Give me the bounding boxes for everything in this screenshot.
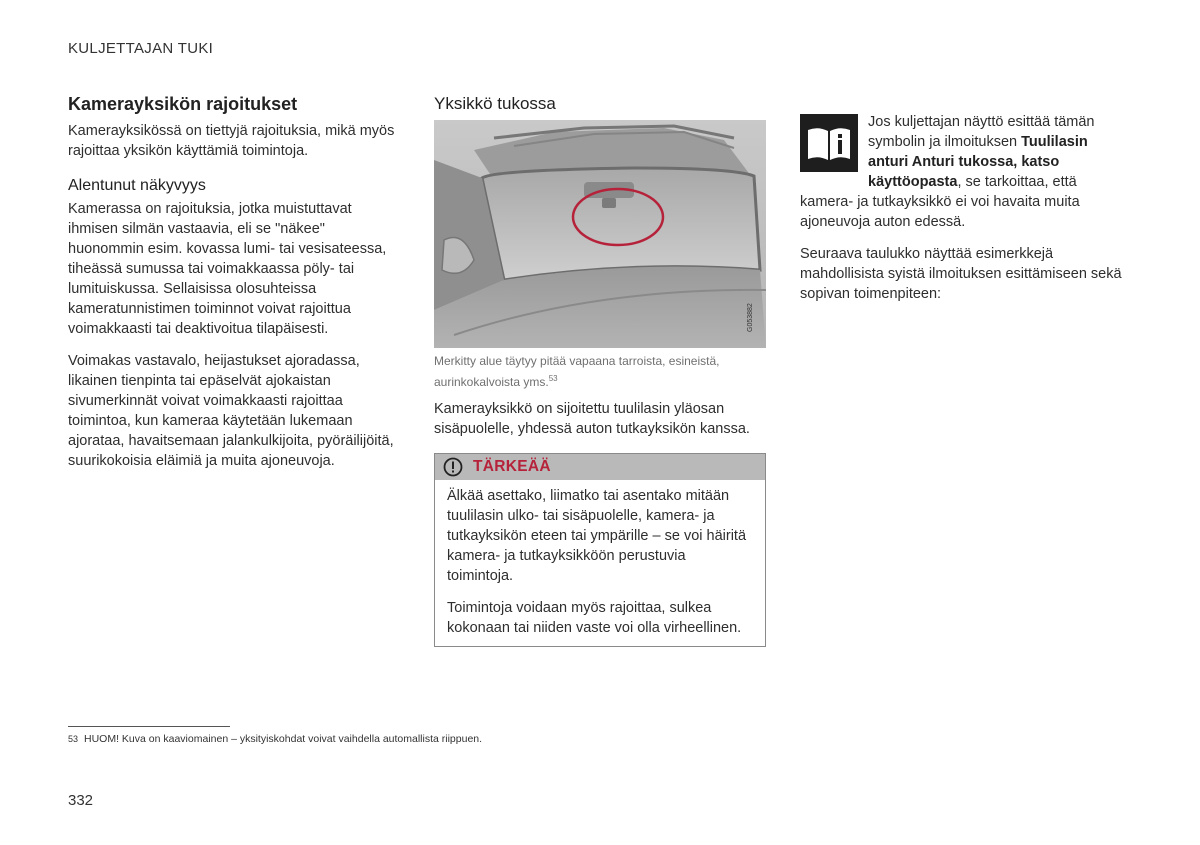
page-number: 332 <box>68 792 94 809</box>
footnote-ref: 53 <box>548 374 558 383</box>
figure-code: G053882 <box>747 303 754 332</box>
visibility-paragraph-1: Kamerassa on rajoituksia, jotka muistuttavat ihmisen silmän vastaavia, eli se "näkee" huonommin esim. kovassa lumi- tai vesisateessa, tiheässä sumussa tai voimakkaassa pöly- tai lumituiskussa. Sellaisissa olosuhteissa kameratunnistimen toiminnot voivat rajoittua voimakkaasti tai deaktivoitua tilapäisesti. <box>68 201 387 337</box>
footnote <box>68 733 482 745</box>
column-2 <box>434 94 766 647</box>
section-header: KULJETTAJAN TUKI <box>68 40 214 57</box>
important-notice-header <box>435 454 765 480</box>
windscreen-illustration <box>434 120 766 348</box>
important-notice-box <box>434 453 766 647</box>
subsection-title-blocked: Yksikkö tukossa <box>434 94 556 113</box>
important-notice-paragraph-2: Toimintoja voidaan myös rajoittaa, sulkea kokonaan tai niiden vaste voi olla virheellinen. <box>447 600 742 636</box>
camera-location-paragraph: Kamerayksikkö on sijoitettu tuulilasin yläosan sisäpuolelle, yhdessä auton tutkayksikön kanssa. <box>434 401 750 437</box>
owners-manual-info-icon <box>800 114 858 172</box>
car-windscreen-drawing <box>434 120 766 348</box>
important-notice-body <box>435 480 765 646</box>
visibility-paragraph-2: Voimakas vastavalo, heijastukset ajoradassa, likainen tienpinta tai epäselvät ajokaistan sivumerkinnät voivat voimakkaasti rajoittaa toimintoa, kun kameraa käytetään lukemaan ajorataa, havaitsemaan jalankulkijoita, pyöräilijöitä, suurikokoisia eläimiä ja muita ajoneuvoja. <box>68 353 394 469</box>
column-1 <box>68 94 398 471</box>
figure-caption: Merkitty alue täytyy pitää vapaana tarroista, esineistä, aurinkokalvoista yms.$^{53}$ <box>434 354 720 389</box>
section-title: Kamerayksikön rajoitukset <box>68 94 298 114</box>
important-notice-title: TÄRKEÄÄ <box>473 458 551 475</box>
info-symbol-paragraph: Jos kuljettajan näyttö esittää tämän symbolin ja ilmoituksen Tuulilasin anturi Anturi tukossa, katso käyttöopasta, se tarkoittaa, että kamera- ja tutkayksikkö ei voi havaita muita ajoneuvoja auton edessä. <box>800 114 1095 230</box>
subsection-title: Alentunut näkyvyys <box>68 177 206 194</box>
exclamation-circle-icon <box>443 457 463 477</box>
footnote-text: HUOM! Kuva on kaaviomainen – yksityiskohdat voivat vaihdella automallista riippuen. <box>84 733 483 745</box>
table-intro-paragraph: Seuraava taulukko näyttää esimerkkejä mahdollisista syistä ilmoituksen esittämiseen sekä sopivan toimenpiteen: <box>800 246 1122 302</box>
column-3 <box>800 112 1130 304</box>
important-notice-paragraph-1: Älkää asettako, liimatko tai asentako mitään tuulilasin ulko- tai sisäpuolelle, kamera- ja tutkayksikön eteen tai ympärille – se voi häiritä kamera- ja tutkayksikköön perustuvia toimintoja. <box>447 488 747 584</box>
intro-paragraph: Kamerayksikössä on tiettyjä rajoituksia, mikä myös rajoittaa yksikön käyttämiä toimintoja. <box>68 123 395 159</box>
footnote-number: 53 <box>68 734 79 744</box>
footnote-divider <box>68 726 230 727</box>
driver-display-message: Tuulilasin anturi Anturi tukossa, katso käyttöopasta <box>868 134 1088 190</box>
